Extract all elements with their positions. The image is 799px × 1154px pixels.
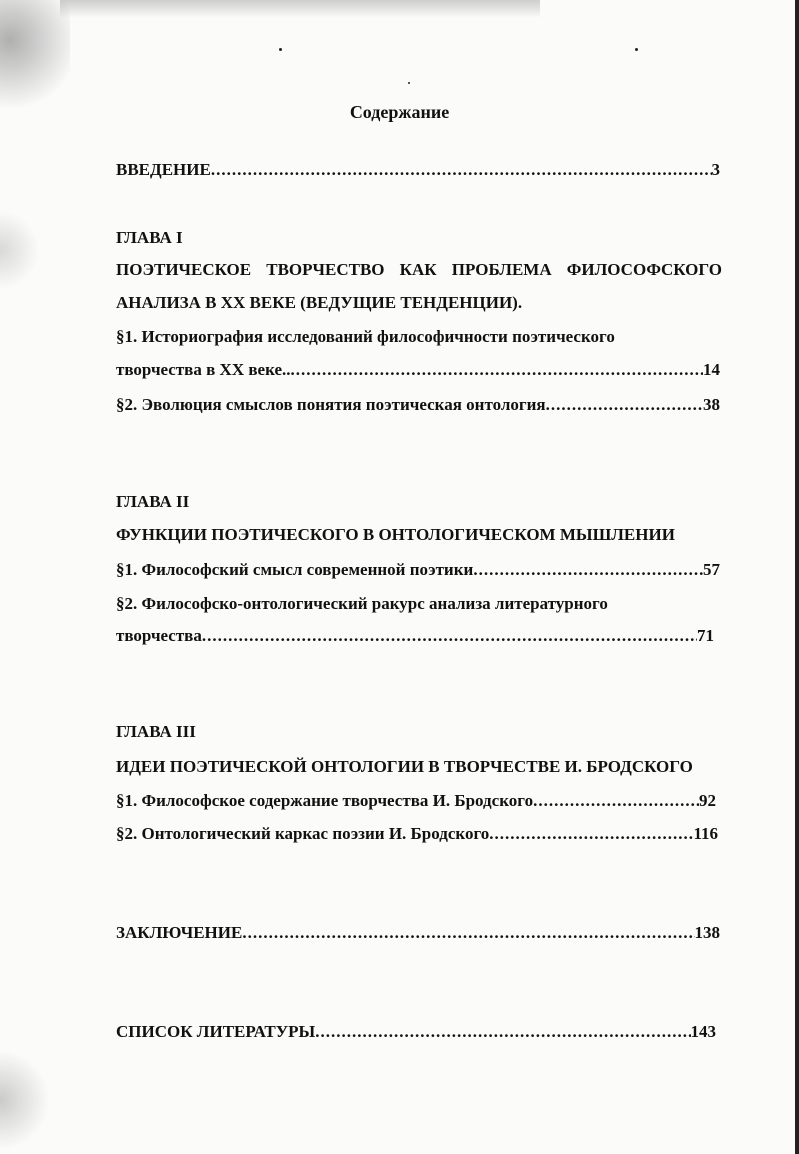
- scan-shadow-top: [60, 0, 540, 18]
- chapter-heading: ГЛАВА I: [116, 228, 183, 247]
- toc-page-number: 116: [693, 824, 718, 843]
- leader-dots: [473, 560, 703, 580]
- toc-entry-label: ВВЕДЕНИЕ: [116, 160, 211, 179]
- toc-page-number: 71: [697, 626, 714, 645]
- toc-section-entry[interactable]: [116, 360, 720, 380]
- leader-dots: [211, 160, 712, 180]
- toc-section-entry[interactable]: [116, 395, 720, 415]
- scan-speck: [408, 82, 410, 84]
- scan-edge-right: [795, 0, 799, 1154]
- toc-entry-label: творчества в XX веке..: [116, 360, 291, 379]
- chapter-title-line[interactable]: ПОЭТИЧЕСКОЕ ТВОРЧЕСТВО КАК ПРОБЛЕМА ФИЛОСОФСКОГО: [116, 260, 722, 279]
- scan-shadow-left: [0, 0, 70, 1154]
- chapter-title-line[interactable]: ИДЕИ ПОЭТИЧЕСКОЙ ОНТОЛОГИИ В ТВОРЧЕСТВЕ И. БРОДСКОГО: [116, 757, 693, 776]
- leader-dots: [291, 360, 704, 380]
- toc-section-entry[interactable]: [116, 824, 718, 844]
- toc-section-entry[interactable]: [116, 560, 720, 580]
- toc-entry-label: §2. Онтологический каркас поэзии И. Бродского: [116, 824, 490, 843]
- toc-section-entry[interactable]: [116, 791, 716, 811]
- leader-dots: [242, 923, 694, 943]
- scan-speck: [279, 48, 282, 51]
- toc-section-entry[interactable]: [116, 626, 714, 646]
- toc-entry-label: §1. Философское содержание творчества И. Бродского: [116, 791, 534, 810]
- toc-page-number: 92: [699, 791, 716, 810]
- page-title: Содержание: [349, 102, 450, 122]
- leader-dots: [489, 824, 693, 844]
- chapter-title-line[interactable]: АНАЛИЗА В XX ВЕКЕ (ВЕДУЩИЕ ТЕНДЕНЦИИ).: [116, 293, 523, 312]
- chapter-title-line[interactable]: ФУНКЦИИ ПОЭТИЧЕСКОГО В ОНТОЛОГИЧЕСКОМ МЫШЛЕНИИ: [116, 525, 675, 544]
- toc-entry-label: §2. Эволюция смыслов понятия поэтическая онтология: [116, 395, 546, 414]
- toc-page-number: 38: [703, 395, 720, 414]
- toc-section-line[interactable]: §2. Философско-онтологический ракурс анализа литературного: [116, 594, 608, 613]
- toc-entry-bibliography[interactable]: [116, 1022, 716, 1042]
- toc-entry-conclusion[interactable]: [116, 923, 720, 943]
- toc-page-number: 138: [694, 923, 720, 942]
- leader-dots: [315, 1022, 690, 1042]
- toc-entry-label: творчества: [116, 626, 202, 645]
- toc-section-line[interactable]: §1. Историография исследований философичности поэтического: [116, 327, 615, 346]
- toc-page-number: 14: [703, 360, 720, 379]
- leader-dots: [546, 395, 703, 415]
- leader-dots: [202, 626, 697, 646]
- toc-entry-intro[interactable]: [116, 160, 720, 180]
- toc-entry-label: СПИСОК ЛИТЕРАТУРЫ: [116, 1022, 316, 1041]
- toc-entry-label: ЗАКЛЮЧЕНИЕ: [116, 923, 243, 942]
- toc-page-number: 57: [703, 560, 720, 579]
- scan-speck: [635, 48, 638, 51]
- leader-dots: [533, 791, 699, 811]
- toc-page-number: 3: [711, 160, 720, 179]
- chapter-heading: ГЛАВА II: [116, 492, 190, 511]
- chapter-heading: ГЛАВА III: [116, 722, 196, 741]
- toc-page-number: 143: [690, 1022, 716, 1041]
- toc-entry-label: §1. Философский смысл современной поэтики: [116, 560, 474, 579]
